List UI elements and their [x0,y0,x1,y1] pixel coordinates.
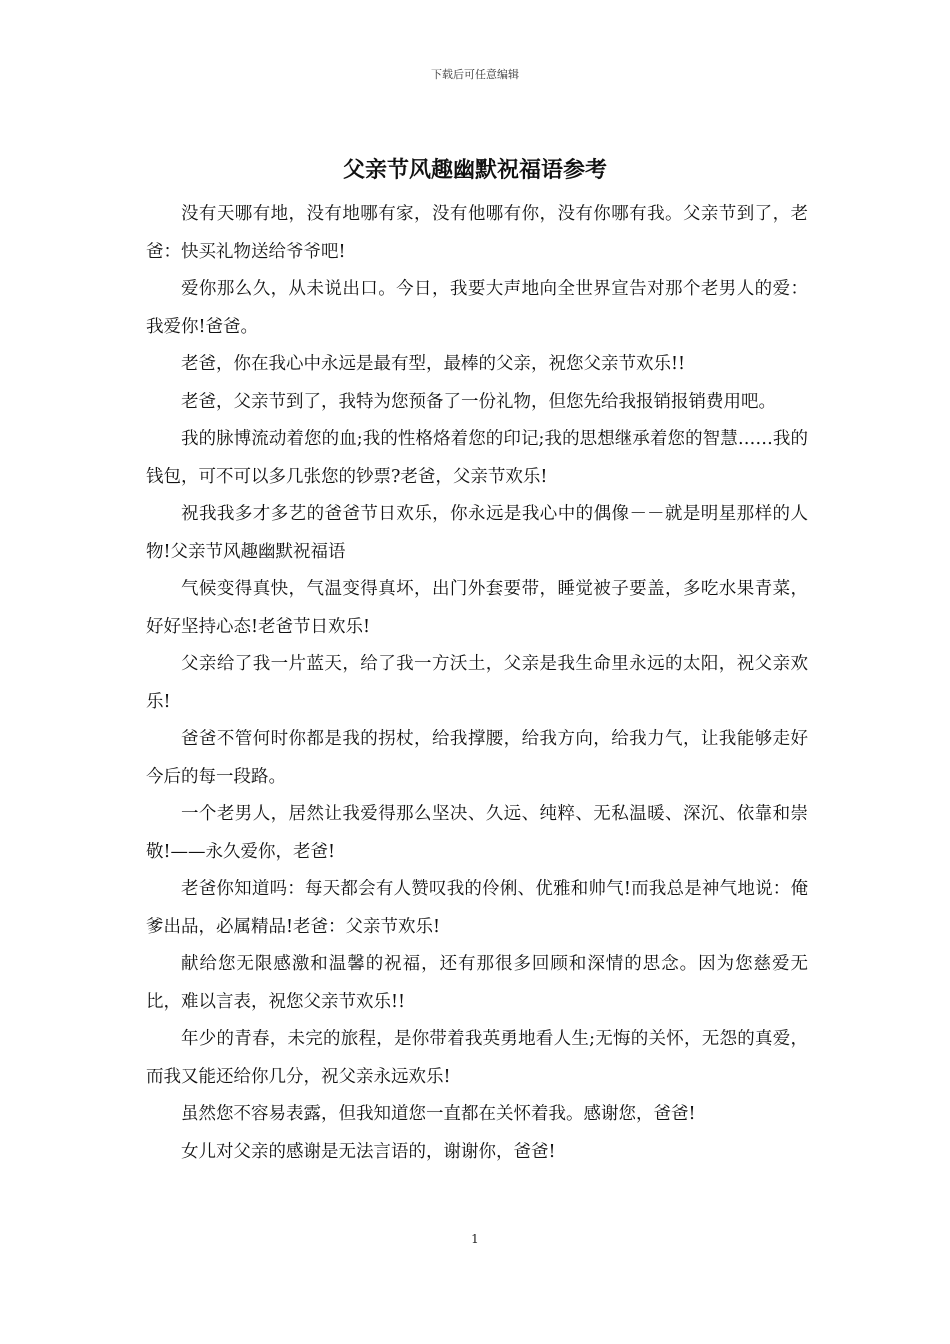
paragraph: 父亲给了我一片蓝天，给了我一方沃土，父亲是我生命里永远的太阳，祝父亲欢乐! [146,654,808,712]
paragraph: 献给您无限感激和温馨的祝福，还有那很多回顾和深情的思念。因为您慈爱无比，难以言表，祝您父亲节欢乐!! [146,954,808,1012]
paragraph: 爱你那么久，从未说出口。今日，我要大声地向全世界宣告对那个老男人的爱：我爱你!爸爸。 [146,279,808,337]
paragraph: 没有天哪有地，没有地哪有家，没有他哪有你，没有你哪有我。父亲节到了，老爸：快买礼物送给爷爷吧! [146,204,808,262]
paragraph: 虽然您不容易表露，但我知道您一直都在关怀着我。感谢您，爸爸! [181,1104,696,1124]
page-header: 下载后可任意编辑 [431,68,519,81]
paragraph: 女儿对父亲的感谢是无法言语的，谢谢你，爸爸! [181,1141,556,1162]
page-number: 1 [471,1232,479,1246]
paragraph: 一个老男人，居然让我爱得那么坚决、久远、纯粹、无私温暖、深沉、依靠和崇敬!——永久爱你，老爸! [146,804,808,862]
paragraph: 气候变得真快，气温变得真坏，出门外套要带，睡觉被子要盖，多吃水果青菜，好好坚持心态!老爸节日欢乐! [146,579,808,637]
paragraph: 老爸你知道吗：每天都会有人赞叹我的伶俐、优雅和帅气!而我总是神气地说：俺爹出品，必属精品!老爸：父亲节欢乐! [146,879,808,937]
document-body [146,196,808,1171]
paragraph: 爸爸不管何时你都是我的拐杖，给我撑腰，给我方向，给我力气，让我能够走好今后的每一段路。 [146,729,808,787]
paragraph: 年少的青春，未完的旅程，是你带着我英勇地看人生;无悔的关怀，无怨的真爱，而我又能还给你几分，祝父亲永远欢乐! [146,1029,808,1087]
paragraph: 祝我我多才多艺的爸爸节日欢乐，你永远是我心中的偶像－－就是明星那样的人物!父亲节风趣幽默祝福语 [146,504,808,562]
paragraph: 老爸，父亲节到了，我特为您预备了一份礼物，但您先给我报销报销费用吧。 [181,391,776,412]
paragraph: 我的脉博流动着您的血;我的性格烙着您的印记;我的思想继承着您的智慧……我的钱包，可不可以多几张您的钞票?老爸，父亲节欢乐! [146,429,808,487]
document-title: 父亲节风趣幽默祝福语参考 [342,157,607,183]
paragraph: 老爸，你在我心中永远是最有型，最棒的父亲，祝您父亲节欢乐!! [181,354,686,374]
